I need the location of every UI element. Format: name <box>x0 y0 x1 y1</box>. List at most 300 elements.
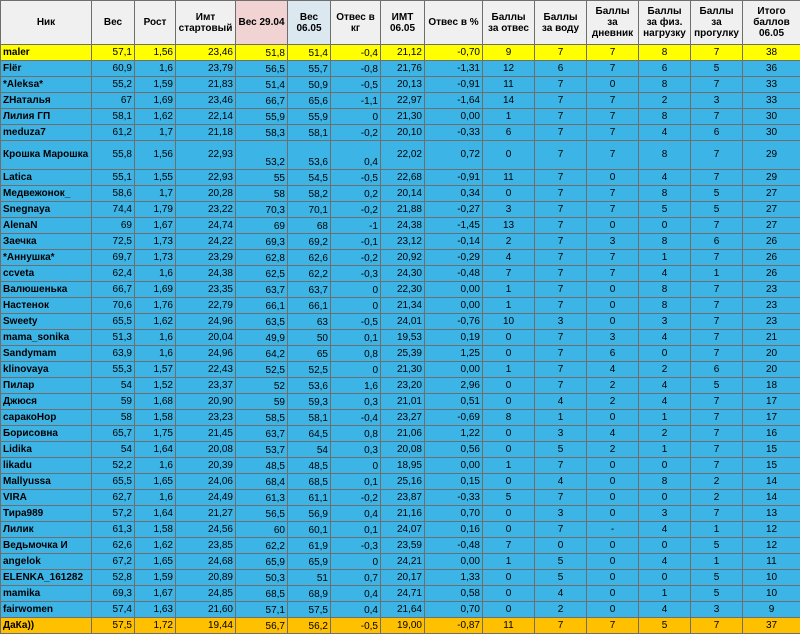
cell-loss-pct[interactable]: 0,19 <box>425 330 483 346</box>
cell-points-walk[interactable]: 7 <box>691 282 743 298</box>
cell-weight-2904[interactable]: 48,5 <box>236 458 288 474</box>
cell-weight[interactable]: 67 <box>92 93 135 109</box>
cell-height[interactable]: 1,65 <box>135 554 176 570</box>
cell-points-walk[interactable]: 7 <box>691 410 743 426</box>
cell-weight-0605[interactable]: 63,7 <box>288 282 331 298</box>
cell-weight[interactable]: 54 <box>92 442 135 458</box>
cell-points-water[interactable]: 7 <box>535 490 587 506</box>
cell-weight[interactable]: 55,8 <box>92 141 135 170</box>
cell-loss-pct[interactable]: -0,33 <box>425 490 483 506</box>
cell-weight[interactable]: 63,9 <box>92 346 135 362</box>
cell-nick[interactable]: Latica <box>1 170 92 186</box>
cell-points-walk[interactable]: 2 <box>691 490 743 506</box>
cell-weight-0605[interactable]: 50,9 <box>288 77 331 93</box>
cell-bmi-start[interactable]: 23,46 <box>176 45 236 61</box>
cell-loss-pct[interactable]: 0,56 <box>425 442 483 458</box>
cell-bmi-0605[interactable]: 19,53 <box>381 330 425 346</box>
cell-loss-kg[interactable]: 0,4 <box>331 506 381 522</box>
cell-points-walk[interactable]: 7 <box>691 77 743 93</box>
cell-points-exercise[interactable]: 1 <box>639 410 691 426</box>
cell-weight[interactable]: 59 <box>92 394 135 410</box>
cell-loss-pct[interactable]: -0,91 <box>425 77 483 93</box>
cell-loss-pct[interactable]: 0,00 <box>425 109 483 125</box>
cell-total[interactable]: 12 <box>743 538 800 554</box>
cell-points-water[interactable]: 7 <box>535 125 587 141</box>
cell-weight-2904[interactable]: 69,3 <box>236 234 288 250</box>
cell-bmi-0605[interactable]: 22,30 <box>381 282 425 298</box>
cell-points-exercise[interactable]: 8 <box>639 298 691 314</box>
cell-points-exercise[interactable]: 2 <box>639 362 691 378</box>
cell-weight-0605[interactable]: 58,2 <box>288 186 331 202</box>
cell-bmi-0605[interactable]: 18,95 <box>381 458 425 474</box>
cell-loss-pct[interactable]: 0,51 <box>425 394 483 410</box>
cell-points-water[interactable]: 7 <box>535 93 587 109</box>
cell-weight-0605[interactable]: 61,1 <box>288 490 331 506</box>
cell-bmi-start[interactable]: 24,06 <box>176 474 236 490</box>
cell-height[interactable]: 1,52 <box>135 378 176 394</box>
cell-bmi-start[interactable]: 23,22 <box>176 202 236 218</box>
header-nick[interactable]: Ник <box>1 1 92 45</box>
cell-loss-kg[interactable]: 0,4 <box>331 586 381 602</box>
cell-points-water[interactable]: 7 <box>535 77 587 93</box>
cell-weight-2904[interactable]: 69 <box>236 218 288 234</box>
cell-nick[interactable]: Пилар <box>1 378 92 394</box>
cell-points-diary[interactable]: 7 <box>587 109 639 125</box>
cell-points-walk[interactable]: 7 <box>691 314 743 330</box>
cell-bmi-start[interactable]: 23,23 <box>176 410 236 426</box>
cell-weight-0605[interactable]: 53,6 <box>288 141 331 170</box>
cell-height[interactable]: 1,56 <box>135 45 176 61</box>
cell-points-walk[interactable]: 1 <box>691 266 743 282</box>
cell-points-exercise[interactable]: 4 <box>639 266 691 282</box>
cell-points-exercise[interactable]: 8 <box>639 109 691 125</box>
cell-bmi-0605[interactable]: 20,92 <box>381 250 425 266</box>
cell-points-loss[interactable]: 0 <box>483 442 535 458</box>
cell-points-diary[interactable]: 7 <box>587 250 639 266</box>
cell-weight-0605[interactable]: 53,6 <box>288 378 331 394</box>
cell-points-exercise[interactable]: 5 <box>639 618 691 634</box>
cell-weight[interactable]: 52,2 <box>92 458 135 474</box>
cell-bmi-0605[interactable]: 24,30 <box>381 266 425 282</box>
cell-bmi-0605[interactable]: 21,06 <box>381 426 425 442</box>
cell-weight-2904[interactable]: 65,9 <box>236 554 288 570</box>
cell-total[interactable]: 16 <box>743 426 800 442</box>
cell-weight-2904[interactable]: 61,3 <box>236 490 288 506</box>
cell-height[interactable]: 1,73 <box>135 234 176 250</box>
cell-points-diary[interactable]: 0 <box>587 77 639 93</box>
cell-height[interactable]: 1,79 <box>135 202 176 218</box>
cell-weight[interactable]: 69,3 <box>92 586 135 602</box>
cell-points-loss[interactable]: 11 <box>483 170 535 186</box>
cell-loss-kg[interactable]: 0,4 <box>331 141 381 170</box>
cell-weight-0605[interactable]: 50 <box>288 330 331 346</box>
cell-loss-pct[interactable]: 0,70 <box>425 506 483 522</box>
cell-weight-2904[interactable]: 56,7 <box>236 618 288 634</box>
cell-loss-kg[interactable]: 1,6 <box>331 378 381 394</box>
cell-weight-0605[interactable]: 57,5 <box>288 602 331 618</box>
cell-points-diary[interactable]: 4 <box>587 362 639 378</box>
cell-points-walk[interactable]: 7 <box>691 330 743 346</box>
cell-points-exercise[interactable]: 4 <box>639 522 691 538</box>
cell-nick[interactable]: Лилия ГП <box>1 109 92 125</box>
header-loss-pct[interactable]: Отвес в % <box>425 1 483 45</box>
cell-weight-0605[interactable]: 58,1 <box>288 125 331 141</box>
cell-bmi-0605[interactable]: 21,76 <box>381 61 425 77</box>
cell-points-water[interactable]: 5 <box>535 442 587 458</box>
cell-total[interactable]: 10 <box>743 586 800 602</box>
cell-nick[interactable]: *Aleksa* <box>1 77 92 93</box>
cell-points-loss[interactable]: 7 <box>483 266 535 282</box>
cell-weight-2904[interactable]: 59 <box>236 394 288 410</box>
cell-points-loss[interactable]: 0 <box>483 522 535 538</box>
cell-weight-2904[interactable]: 62,8 <box>236 250 288 266</box>
cell-total[interactable]: 20 <box>743 362 800 378</box>
cell-weight-2904[interactable]: 58,5 <box>236 410 288 426</box>
cell-weight-2904[interactable]: 53,7 <box>236 442 288 458</box>
cell-weight-2904[interactable]: 50,3 <box>236 570 288 586</box>
cell-total[interactable]: 26 <box>743 234 800 250</box>
cell-height[interactable]: 1,69 <box>135 282 176 298</box>
cell-bmi-0605[interactable]: 21,34 <box>381 298 425 314</box>
cell-height[interactable]: 1,68 <box>135 394 176 410</box>
cell-weight[interactable]: 74,4 <box>92 202 135 218</box>
cell-bmi-start[interactable]: 24,85 <box>176 586 236 602</box>
cell-weight[interactable]: 55,2 <box>92 77 135 93</box>
cell-total[interactable]: 33 <box>743 77 800 93</box>
cell-nick[interactable]: fairwomen <box>1 602 92 618</box>
cell-bmi-0605[interactable]: 19,00 <box>381 618 425 634</box>
cell-weight-2904[interactable]: 63,7 <box>236 426 288 442</box>
cell-weight-2904[interactable]: 68,4 <box>236 474 288 490</box>
cell-points-walk[interactable]: 7 <box>691 458 743 474</box>
cell-bmi-0605[interactable]: 21,01 <box>381 394 425 410</box>
cell-bmi-start[interactable]: 24,96 <box>176 346 236 362</box>
cell-bmi-0605[interactable]: 21,12 <box>381 45 425 61</box>
cell-total[interactable]: 30 <box>743 109 800 125</box>
cell-points-water[interactable]: 2 <box>535 602 587 618</box>
cell-nick[interactable]: Flёr <box>1 61 92 77</box>
cell-weight[interactable]: 65,5 <box>92 474 135 490</box>
cell-total[interactable]: 29 <box>743 141 800 170</box>
cell-loss-pct[interactable]: 0,00 <box>425 298 483 314</box>
cell-loss-kg[interactable]: -0,2 <box>331 490 381 506</box>
cell-loss-pct[interactable]: -0,29 <box>425 250 483 266</box>
cell-points-walk[interactable]: 6 <box>691 125 743 141</box>
cell-total[interactable]: 30 <box>743 125 800 141</box>
cell-weight[interactable]: 57,2 <box>92 506 135 522</box>
cell-total[interactable]: 29 <box>743 170 800 186</box>
cell-points-water[interactable]: 7 <box>535 109 587 125</box>
cell-weight-2904[interactable]: 64,2 <box>236 346 288 362</box>
header-height[interactable]: Рост <box>135 1 176 45</box>
cell-points-water[interactable]: 7 <box>535 234 587 250</box>
cell-weight-0605[interactable]: 62,6 <box>288 250 331 266</box>
cell-total[interactable]: 27 <box>743 202 800 218</box>
cell-loss-pct[interactable]: 0,00 <box>425 458 483 474</box>
cell-bmi-start[interactable]: 20,39 <box>176 458 236 474</box>
cell-points-loss[interactable]: 0 <box>483 346 535 362</box>
cell-nick[interactable]: Крошка Марошка <box>1 141 92 170</box>
cell-points-walk[interactable]: 5 <box>691 61 743 77</box>
cell-loss-kg[interactable]: 0,2 <box>331 186 381 202</box>
cell-weight[interactable]: 61,2 <box>92 125 135 141</box>
cell-nick[interactable]: Валюшенька <box>1 282 92 298</box>
cell-points-exercise[interactable]: 0 <box>639 490 691 506</box>
cell-nick[interactable]: ccveta <box>1 266 92 282</box>
cell-loss-kg[interactable]: -0,1 <box>331 234 381 250</box>
cell-loss-kg[interactable]: -0,4 <box>331 45 381 61</box>
cell-loss-kg[interactable]: 0 <box>331 554 381 570</box>
header-total[interactable]: Итого баллов 06.05 <box>743 1 800 45</box>
cell-loss-kg[interactable]: -0,5 <box>331 170 381 186</box>
cell-loss-kg[interactable]: 0,1 <box>331 522 381 538</box>
cell-points-loss[interactable]: 0 <box>483 330 535 346</box>
cell-loss-kg[interactable]: -0,5 <box>331 618 381 634</box>
cell-points-diary[interactable]: 0 <box>587 490 639 506</box>
cell-points-loss[interactable]: 9 <box>483 45 535 61</box>
cell-weight-2904[interactable]: 51,8 <box>236 45 288 61</box>
cell-points-exercise[interactable]: 2 <box>639 426 691 442</box>
cell-bmi-start[interactable]: 23,85 <box>176 538 236 554</box>
cell-height[interactable]: 1,59 <box>135 570 176 586</box>
cell-nick[interactable]: Lidika <box>1 442 92 458</box>
cell-total[interactable]: 11 <box>743 554 800 570</box>
cell-height[interactable]: 1,62 <box>135 109 176 125</box>
cell-nick[interactable]: meduza7 <box>1 125 92 141</box>
cell-total[interactable]: 12 <box>743 522 800 538</box>
cell-points-water[interactable]: 7 <box>535 362 587 378</box>
cell-weight[interactable]: 52,8 <box>92 570 135 586</box>
cell-points-loss[interactable]: 4 <box>483 250 535 266</box>
cell-bmi-start[interactable]: 22,79 <box>176 298 236 314</box>
cell-points-water[interactable]: 7 <box>535 250 587 266</box>
cell-bmi-start[interactable]: 21,27 <box>176 506 236 522</box>
cell-bmi-start[interactable]: 21,60 <box>176 602 236 618</box>
cell-points-walk[interactable]: 5 <box>691 570 743 586</box>
cell-points-water[interactable]: 3 <box>535 506 587 522</box>
cell-points-walk[interactable]: 7 <box>691 250 743 266</box>
cell-loss-kg[interactable]: -1 <box>331 218 381 234</box>
cell-points-water[interactable]: 7 <box>535 330 587 346</box>
cell-bmi-start[interactable]: 24,22 <box>176 234 236 250</box>
cell-total[interactable]: 38 <box>743 45 800 61</box>
cell-bmi-start[interactable]: 23,79 <box>176 61 236 77</box>
cell-height[interactable]: 1,62 <box>135 538 176 554</box>
cell-bmi-start[interactable]: 22,43 <box>176 362 236 378</box>
cell-total[interactable]: 20 <box>743 346 800 362</box>
cell-loss-kg[interactable]: 0 <box>331 458 381 474</box>
cell-loss-pct[interactable]: 0,58 <box>425 586 483 602</box>
cell-bmi-0605[interactable]: 25,16 <box>381 474 425 490</box>
cell-points-walk[interactable]: 6 <box>691 362 743 378</box>
cell-points-walk[interactable]: 7 <box>691 298 743 314</box>
cell-nick[interactable]: Тира989 <box>1 506 92 522</box>
cell-weight-2904[interactable]: 49,9 <box>236 330 288 346</box>
cell-weight[interactable]: 62,4 <box>92 266 135 282</box>
cell-total[interactable]: 13 <box>743 506 800 522</box>
cell-points-water[interactable]: 7 <box>535 618 587 634</box>
cell-total[interactable]: 23 <box>743 282 800 298</box>
cell-points-loss[interactable]: 1 <box>483 362 535 378</box>
cell-points-water[interactable]: 5 <box>535 554 587 570</box>
cell-points-diary[interactable]: 0 <box>587 554 639 570</box>
header-points-water[interactable]: Баллы за воду <box>535 1 587 45</box>
cell-height[interactable]: 1,67 <box>135 586 176 602</box>
cell-weight-2904[interactable]: 68,5 <box>236 586 288 602</box>
cell-points-diary[interactable]: - <box>587 522 639 538</box>
cell-nick[interactable]: Snegnaya <box>1 202 92 218</box>
cell-nick[interactable]: Борисовна <box>1 426 92 442</box>
cell-weight-2904[interactable]: 51,4 <box>236 77 288 93</box>
cell-points-water[interactable]: 7 <box>535 45 587 61</box>
cell-total[interactable]: 27 <box>743 186 800 202</box>
cell-height[interactable]: 1,64 <box>135 442 176 458</box>
cell-bmi-0605[interactable]: 20,10 <box>381 125 425 141</box>
cell-bmi-0605[interactable]: 21,88 <box>381 202 425 218</box>
cell-weight-0605[interactable]: 62,2 <box>288 266 331 282</box>
cell-points-diary[interactable]: 3 <box>587 234 639 250</box>
cell-height[interactable]: 1,7 <box>135 125 176 141</box>
cell-bmi-0605[interactable]: 21,30 <box>381 362 425 378</box>
cell-points-water[interactable]: 6 <box>535 61 587 77</box>
cell-points-loss[interactable]: 7 <box>483 538 535 554</box>
cell-weight[interactable]: 57,4 <box>92 602 135 618</box>
cell-bmi-0605[interactable]: 23,27 <box>381 410 425 426</box>
cell-points-walk[interactable]: 5 <box>691 538 743 554</box>
cell-points-loss[interactable]: 2 <box>483 234 535 250</box>
cell-points-exercise[interactable]: 4 <box>639 602 691 618</box>
cell-points-exercise[interactable]: 3 <box>639 314 691 330</box>
cell-points-water[interactable]: 7 <box>535 218 587 234</box>
cell-bmi-start[interactable]: 24,68 <box>176 554 236 570</box>
cell-points-water[interactable]: 4 <box>535 586 587 602</box>
cell-bmi-start[interactable]: 22,93 <box>176 170 236 186</box>
cell-points-water[interactable]: 4 <box>535 474 587 490</box>
cell-weight[interactable]: 57,1 <box>92 45 135 61</box>
cell-points-exercise[interactable]: 3 <box>639 506 691 522</box>
cell-total[interactable]: 18 <box>743 378 800 394</box>
cell-weight-2904[interactable]: 56,5 <box>236 506 288 522</box>
cell-loss-kg[interactable]: 0 <box>331 282 381 298</box>
cell-nick[interactable]: likadu <box>1 458 92 474</box>
cell-points-exercise[interactable]: 4 <box>639 394 691 410</box>
cell-weight[interactable]: 72,5 <box>92 234 135 250</box>
cell-weight-2904[interactable]: 63,5 <box>236 314 288 330</box>
cell-weight-2904[interactable]: 66,1 <box>236 298 288 314</box>
cell-points-loss[interactable]: 0 <box>483 426 535 442</box>
cell-points-exercise[interactable]: 6 <box>639 61 691 77</box>
cell-bmi-0605[interactable]: 22,97 <box>381 93 425 109</box>
cell-loss-pct[interactable]: -0,91 <box>425 170 483 186</box>
cell-points-exercise[interactable]: 4 <box>639 554 691 570</box>
cell-weight[interactable]: 55,3 <box>92 362 135 378</box>
cell-bmi-start[interactable]: 20,08 <box>176 442 236 458</box>
cell-weight[interactable]: 65,5 <box>92 314 135 330</box>
cell-height[interactable]: 1,6 <box>135 266 176 282</box>
cell-points-loss[interactable]: 1 <box>483 298 535 314</box>
cell-weight-0605[interactable]: 68,5 <box>288 474 331 490</box>
cell-height[interactable]: 1,7 <box>135 186 176 202</box>
cell-points-diary[interactable]: 7 <box>587 186 639 202</box>
cell-weight-0605[interactable]: 66,1 <box>288 298 331 314</box>
cell-loss-kg[interactable]: 0 <box>331 362 381 378</box>
cell-nick[interactable]: Mallyussa <box>1 474 92 490</box>
cell-loss-kg[interactable]: -0,4 <box>331 410 381 426</box>
cell-points-walk[interactable]: 5 <box>691 586 743 602</box>
cell-weight[interactable]: 69 <box>92 218 135 234</box>
header-weight-0605[interactable]: Вес 06.05 <box>288 1 331 45</box>
cell-weight[interactable]: 58,1 <box>92 109 135 125</box>
cell-nick[interactable]: Ведьмочка И <box>1 538 92 554</box>
header-points-exercise[interactable]: Баллы за физ. нагрузку <box>639 1 691 45</box>
cell-points-diary[interactable]: 7 <box>587 202 639 218</box>
cell-points-walk[interactable]: 2 <box>691 474 743 490</box>
cell-weight-2904[interactable]: 55,9 <box>236 109 288 125</box>
cell-height[interactable]: 1,6 <box>135 61 176 77</box>
cell-weight[interactable]: 65,7 <box>92 426 135 442</box>
cell-points-loss[interactable]: 1 <box>483 109 535 125</box>
cell-weight-0605[interactable]: 65 <box>288 346 331 362</box>
cell-loss-pct[interactable]: 0,00 <box>425 554 483 570</box>
cell-points-loss[interactable]: 0 <box>483 378 535 394</box>
cell-total[interactable]: 23 <box>743 314 800 330</box>
cell-points-diary[interactable]: 0 <box>587 410 639 426</box>
cell-points-loss[interactable]: 0 <box>483 602 535 618</box>
cell-points-walk[interactable]: 5 <box>691 186 743 202</box>
cell-points-loss[interactable]: 5 <box>483 490 535 506</box>
cell-points-loss[interactable]: 0 <box>483 586 535 602</box>
cell-points-loss[interactable]: 6 <box>483 125 535 141</box>
cell-points-exercise[interactable]: 1 <box>639 250 691 266</box>
cell-points-diary[interactable]: 7 <box>587 45 639 61</box>
cell-weight-0605[interactable]: 52,5 <box>288 362 331 378</box>
cell-points-walk[interactable]: 6 <box>691 234 743 250</box>
cell-points-exercise[interactable]: 8 <box>639 77 691 93</box>
cell-points-walk[interactable]: 3 <box>691 93 743 109</box>
cell-points-diary[interactable]: 2 <box>587 394 639 410</box>
cell-height[interactable]: 1,58 <box>135 522 176 538</box>
cell-loss-kg[interactable]: -0,3 <box>331 266 381 282</box>
cell-weight-2904[interactable]: 52,5 <box>236 362 288 378</box>
cell-points-water[interactable]: 1 <box>535 410 587 426</box>
cell-nick[interactable]: Медвежонок_ <box>1 186 92 202</box>
cell-loss-pct[interactable]: 0,00 <box>425 362 483 378</box>
cell-loss-pct[interactable]: 0,72 <box>425 141 483 170</box>
cell-weight[interactable]: 66,7 <box>92 282 135 298</box>
cell-bmi-start[interactable]: 24,74 <box>176 218 236 234</box>
cell-loss-kg[interactable]: 0,8 <box>331 346 381 362</box>
cell-points-loss[interactable]: 0 <box>483 474 535 490</box>
cell-weight-0605[interactable]: 51,4 <box>288 45 331 61</box>
cell-weight[interactable]: 60,9 <box>92 61 135 77</box>
cell-weight[interactable]: 54 <box>92 378 135 394</box>
cell-points-walk[interactable]: 7 <box>691 218 743 234</box>
cell-points-water[interactable]: 7 <box>535 266 587 282</box>
cell-bmi-start[interactable]: 23,35 <box>176 282 236 298</box>
cell-loss-kg[interactable]: 0,1 <box>331 330 381 346</box>
cell-points-exercise[interactable]: 0 <box>639 218 691 234</box>
cell-points-water[interactable]: 0 <box>535 538 587 554</box>
cell-weight[interactable]: 61,3 <box>92 522 135 538</box>
cell-points-walk[interactable]: 1 <box>691 522 743 538</box>
cell-nick[interactable]: Джюся <box>1 394 92 410</box>
cell-points-diary[interactable]: 2 <box>587 378 639 394</box>
cell-bmi-start[interactable]: 20,89 <box>176 570 236 586</box>
cell-points-walk[interactable]: 7 <box>691 442 743 458</box>
cell-total[interactable]: 9 <box>743 602 800 618</box>
cell-total[interactable]: 15 <box>743 442 800 458</box>
cell-loss-kg[interactable]: -0,2 <box>331 202 381 218</box>
